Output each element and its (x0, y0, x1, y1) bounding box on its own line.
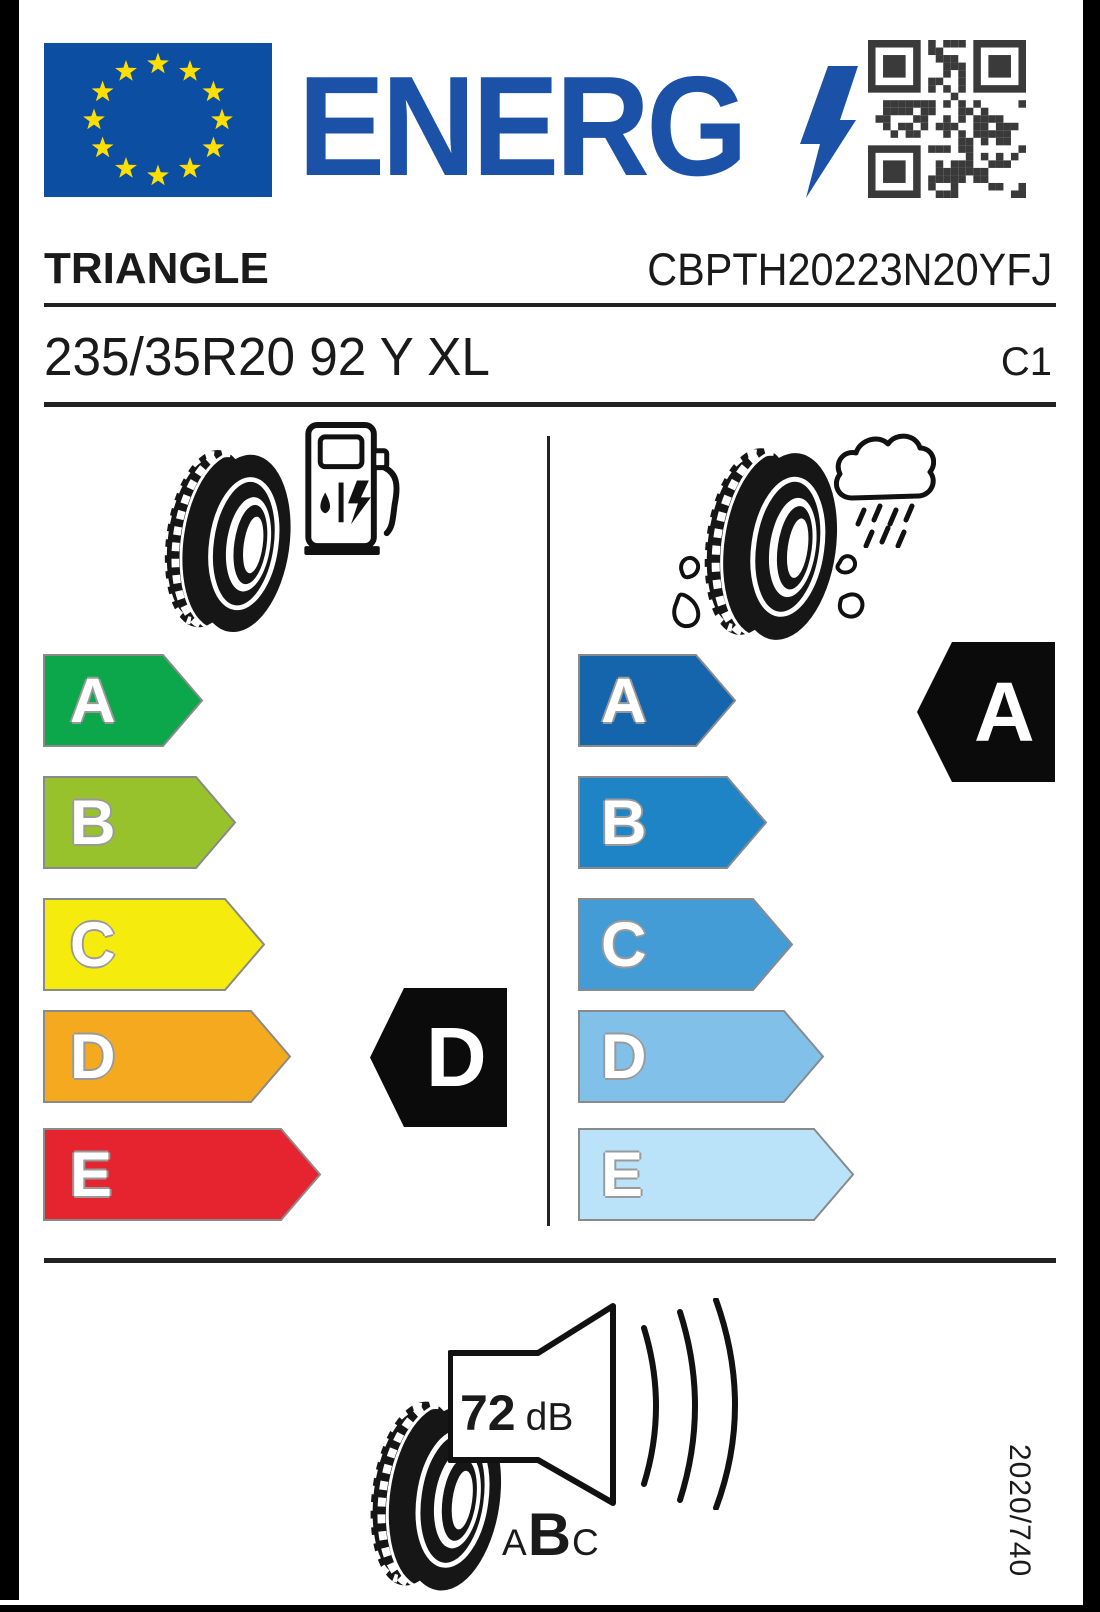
fuel-grade-e-arrow (43, 1128, 322, 1221)
frame-right-bar (1083, 0, 1100, 1612)
vehicle-class: C1 (1000, 340, 1052, 384)
noise-db-value (460, 1384, 630, 1441)
noise-class-c: C (572, 1522, 599, 1563)
fuel-grade-b-arrow (43, 776, 237, 869)
column-divider (547, 436, 550, 1226)
fuel-grade-d-arrow (43, 1010, 292, 1103)
eu-flag-icon (44, 43, 272, 197)
energy-logo-text: ENERG (298, 47, 745, 206)
noise-class-a: A (502, 1522, 527, 1563)
grade-label: E (601, 1139, 644, 1210)
frame-bottom-bar (0, 1605, 1100, 1612)
fuel-grade-c-arrow (43, 898, 266, 991)
wet-grip-rating-pointer (917, 642, 1055, 782)
tire-icon-fuel (156, 446, 294, 636)
noise-class-indicator (502, 1500, 642, 1566)
grade-label: B (601, 787, 647, 858)
grade-label: A (601, 665, 647, 736)
brand-name: TRIANGLE (44, 244, 269, 293)
grade-label: C (70, 909, 116, 980)
grade-label: A (70, 665, 116, 736)
grade-label: E (70, 1139, 113, 1210)
product-code: CBPTH20223N20YFJ (647, 244, 1052, 295)
fuel-rating-value: D (426, 1010, 487, 1104)
noise-class-b-rating: B (527, 1501, 572, 1568)
noise-value: 72 (460, 1385, 516, 1441)
regulation-number: 2020/740 (1003, 1444, 1036, 1578)
noise-unit: dB (525, 1396, 574, 1439)
divider-top (44, 303, 1056, 307)
wet-grade-e-arrow (578, 1128, 855, 1221)
grade-label: B (70, 787, 116, 858)
fuel-grade-a-arrow (43, 654, 204, 747)
frame-left-bar (0, 0, 19, 1600)
grade-label: D (70, 1021, 116, 1092)
grade-label: C (601, 909, 647, 980)
wet-grade-c-arrow (578, 898, 794, 991)
wet-grade-d-arrow (578, 1010, 825, 1103)
rain-cloud-icon (828, 420, 936, 548)
fuel-rating-pointer (370, 988, 507, 1127)
wet-grade-a-arrow (578, 654, 737, 747)
grade-label: D (601, 1021, 647, 1092)
wet-grip-rating-value: A (974, 664, 1035, 759)
divider-size (44, 402, 1056, 407)
divider-noise (44, 1258, 1056, 1263)
fuel-pump-icon (303, 421, 400, 555)
tire-size: 235/35R20 92 Y XL (44, 327, 490, 387)
qr-code (868, 40, 1026, 198)
lightning-bolt-icon (800, 66, 862, 198)
wet-grade-b-arrow (578, 776, 768, 869)
